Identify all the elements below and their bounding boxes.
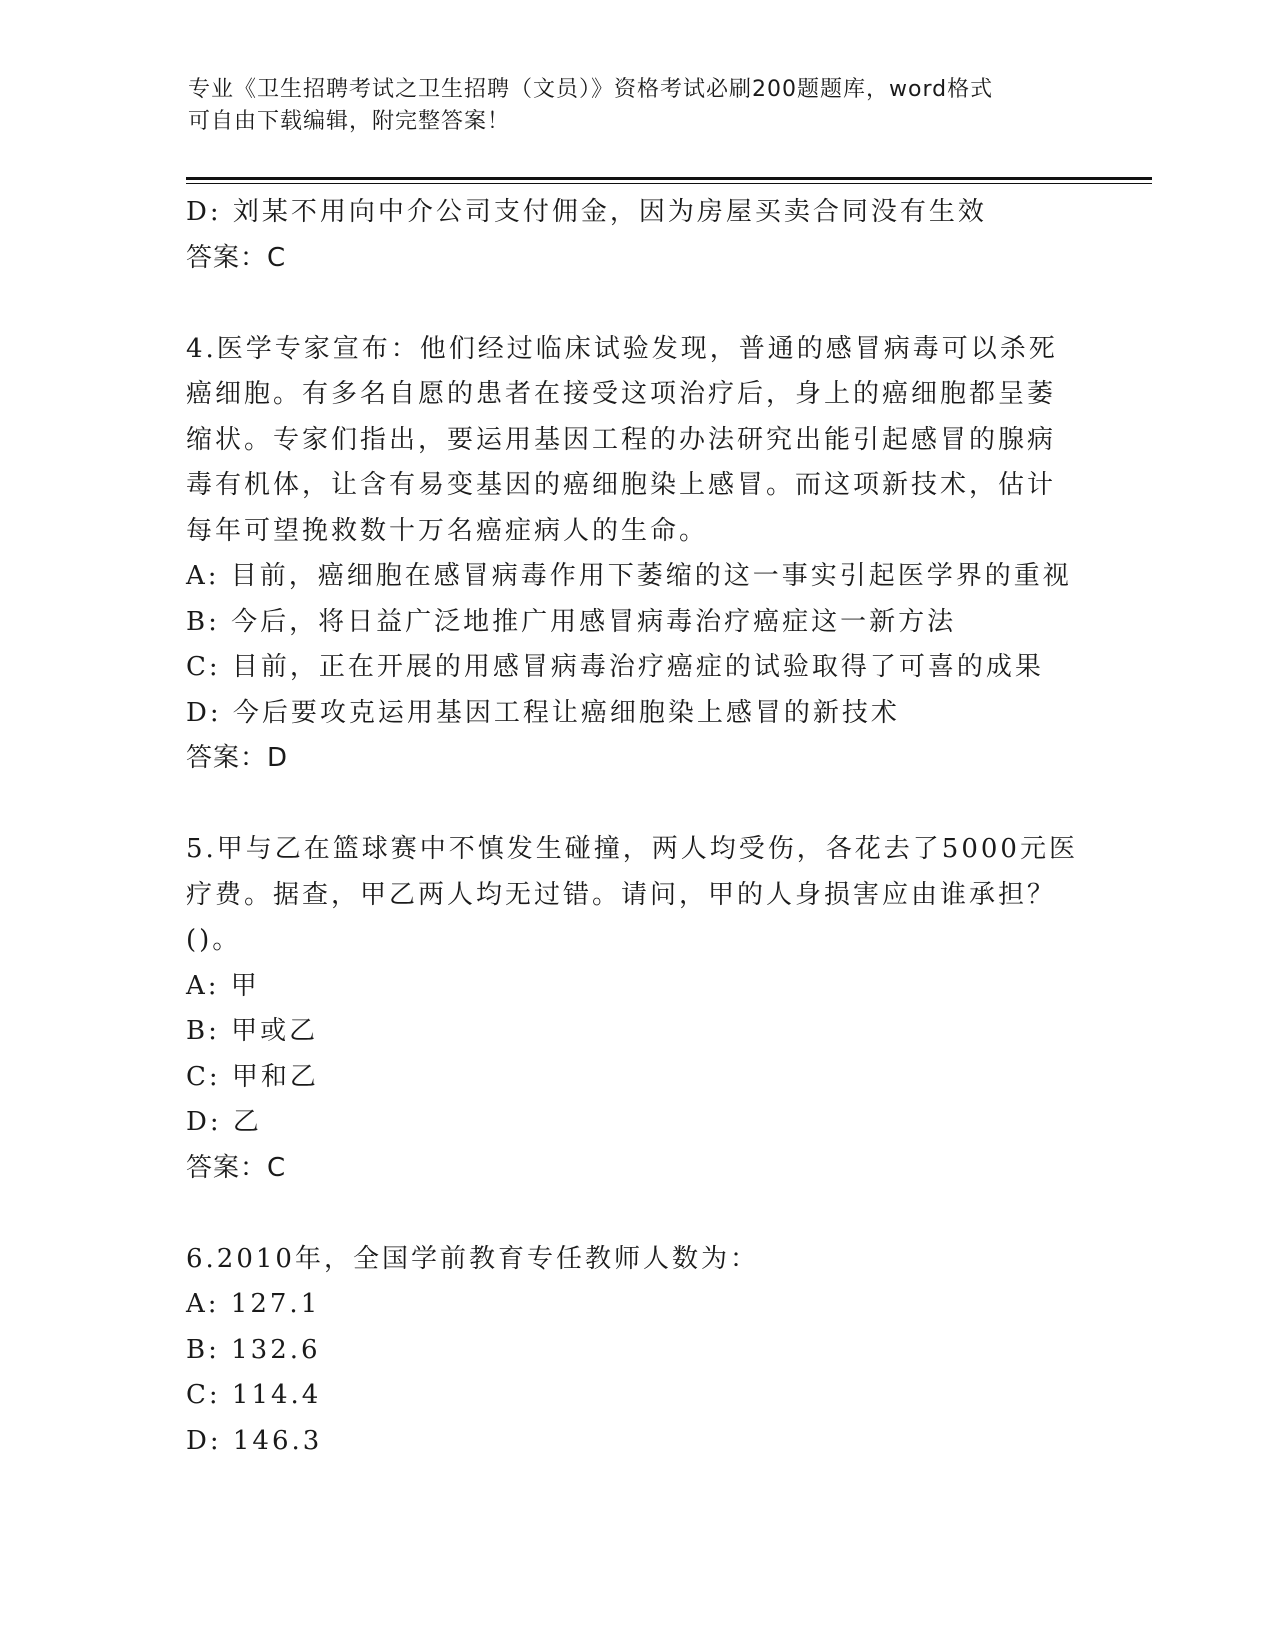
q6-option-b: B: 132.6: [186, 1334, 321, 1365]
q4-option-a: A: 目前，癌细胞在感冒病毒作用下萎缩的这一事实引起医学界的重视: [186, 561, 1072, 591]
q4-answer: 答案：D: [186, 743, 289, 773]
q6-stem-line-1: 6.2010年，全国学前教育专任教师人数为：: [186, 1243, 759, 1274]
q5-option-a: A: 甲: [186, 970, 260, 1001]
q4-stem-line-3: 缩状。专家们指出，要运用基因工程的办法研究出能引起感冒的腺病: [186, 424, 1057, 455]
question-3-tail: [186, 190, 1086, 281]
header-divider-thin: [186, 183, 1152, 184]
q5-answer: 答案：C: [186, 1152, 287, 1183]
spacer: [186, 281, 1086, 327]
header-title-line-1: 专业《卫生招聘考试之卫生招聘（文员）》资格考试必刷200题题库，word格式: [188, 77, 994, 102]
q4-option-b: B: 今后，将日益广泛地推广用感冒病毒治疗癌症这一新方法: [186, 606, 957, 637]
q5-stem-line-2: 疗费。据查，甲乙两人均无过错。请问，甲的人身损害应由谁承担？: [186, 879, 1057, 910]
q6-option-c: C: 114.4: [186, 1380, 322, 1410]
q5-stem-line-3: ()。: [186, 925, 242, 955]
q3-answer: 答案：C: [186, 242, 287, 273]
q4-option-d: D: 今后要攻克运用基因工程让癌细胞染上感冒的新技术: [186, 697, 900, 728]
q6-option-d: D: 146.3: [186, 1425, 323, 1456]
q4-stem-line-4: 毒有机体，让含有易变基因的癌细胞染上感冒。而这项新技术，估计: [186, 470, 1057, 500]
spacer: [186, 782, 1086, 828]
header-title-line-2: 可自由下载编辑，附完整答案！: [188, 109, 511, 134]
q3-option-d: D: 刘某不用向中介公司支付佣金，因为房屋买卖合同没有生效: [186, 197, 987, 227]
q4-stem-line-2: 癌细胞。有多名自愿的患者在接受这项治疗后，身上的癌细胞都呈萎: [186, 379, 1057, 409]
question-5: [186, 827, 1086, 1191]
q6-option-a: A: 127.1: [186, 1289, 321, 1319]
spacer: [186, 1191, 1086, 1237]
q5-option-b: B: 甲或乙: [186, 1016, 319, 1046]
q4-stem-line-1: 4.医学专家宣布：他们经过临床试验发现，普通的感冒病毒可以杀死: [186, 333, 1058, 364]
header-divider-thick: [186, 177, 1152, 180]
q4-stem-line-5: 每年可望挽救数十万名癌症病人的生命。: [186, 515, 709, 546]
question-4: [186, 327, 1086, 782]
question-6: [186, 1237, 1086, 1465]
q5-option-c: C: 甲和乙: [186, 1061, 319, 1092]
q5-option-d: D: 乙: [186, 1107, 262, 1137]
question-content: [186, 190, 1086, 1464]
document-header: [188, 74, 1068, 138]
q4-option-c: C: 目前，正在开展的用感冒病毒治疗癌症的试验取得了可喜的成果: [186, 652, 1044, 682]
q5-stem-line-1: 5.甲与乙在篮球赛中不慎发生碰撞，两人均受伤，各花去了5000元医: [186, 834, 1078, 864]
